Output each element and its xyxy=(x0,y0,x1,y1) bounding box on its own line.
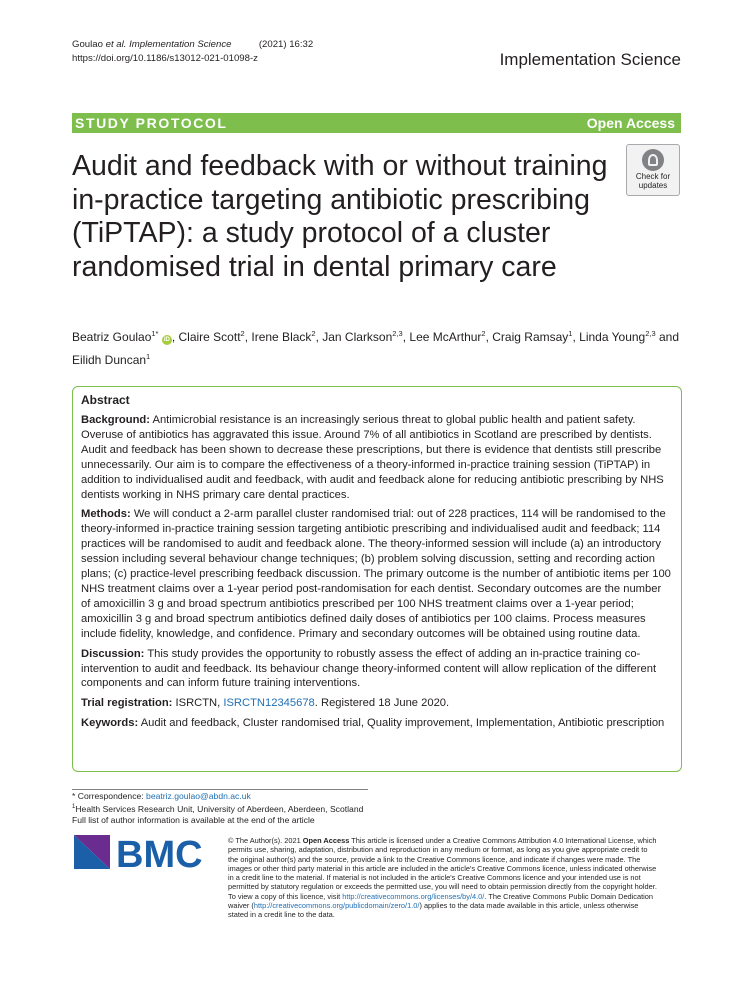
author-separator: , xyxy=(572,330,580,344)
trial-post: . Registered 18 June 2020. xyxy=(314,697,450,710)
author-name: Beatriz Goulao xyxy=(72,330,152,344)
check-for-updates-badge[interactable] xyxy=(626,144,680,196)
abstract-trial-registration xyxy=(81,696,673,711)
abstract-methods xyxy=(81,507,673,641)
license-link-cc0[interactable]: http://creativecommons.org/publicdomain/zero/1.0/ xyxy=(253,901,420,911)
author-name: Linda Young xyxy=(579,330,646,344)
author xyxy=(492,330,572,344)
abstract-keywords xyxy=(81,716,673,731)
author-affiliation: 2 xyxy=(481,329,486,338)
trial-pre: ISRCTN, xyxy=(172,697,224,710)
footnote-divider xyxy=(72,789,368,790)
license-copyright: © The Author(s). 2021 xyxy=(228,836,303,845)
abstract-discussion xyxy=(81,647,673,692)
article-title: Audit and feedback with or without training in-practice targeting antibiotic prescribing (TiPTAP): a study protocol of a cluster randomised trial in dental primary care xyxy=(72,150,608,283)
author-affiliation: 2 xyxy=(311,329,316,338)
open-access-label: Open Access xyxy=(586,115,675,131)
keywords-text: Audit and feedback, Cluster randomised trial, Quality improvement, Implementation, Antibiotic prescription xyxy=(138,717,665,730)
journal-name: Implementation Science xyxy=(499,50,681,69)
citation-line xyxy=(72,38,313,52)
author xyxy=(72,353,150,367)
citation-journal: Implementation Science xyxy=(126,39,232,50)
author-affiliation: 1 xyxy=(146,352,151,361)
abstract-box xyxy=(72,386,682,772)
discussion-label: Discussion: xyxy=(81,647,145,660)
correspondence-line xyxy=(72,791,363,802)
trial-registry-link[interactable]: ISRCTN12345678 xyxy=(223,697,315,710)
keywords-label: Keywords: xyxy=(81,717,139,730)
citation-year-volume: (2021) 16:32 xyxy=(258,39,314,50)
author xyxy=(179,330,245,344)
crossmark-icon xyxy=(642,149,664,171)
author-affiliation: 2,3 xyxy=(645,329,656,338)
bmc-logo xyxy=(72,831,220,873)
citation-block xyxy=(72,38,313,66)
license-text2: . The Creative Commons Public Domain Dedication waiver ( xyxy=(228,891,654,911)
license-text1: This article is licensed under a Creative Commons Attribution 4.0 International License, which permits use, sharing, adaptation, distribution and reproduction in any medium or format, as long as you give appropriate credit to the original author(s) and the source, provide a link to the Creative Commons licence, and indicate if changes were made. The images or other third party material in this article are included in the article's Creative Commons licence, unless indicated otherwise in a credit line to the material. If material is not included in the article's Creative Commons licence and your intended use is not permitted by statutory regulation or exceeds the permitted use, you will need to obtain permission directly from the copyright holder. To view a copy of this licence, visit xyxy=(228,836,657,901)
author-separator: , xyxy=(244,330,252,344)
affiliation-line xyxy=(72,802,363,815)
affiliation-text: Health Services Research Unit, University of Aberdeen, Aberdeen, Scotland xyxy=(75,803,364,814)
author-separator: , xyxy=(315,330,323,344)
abstract-background xyxy=(81,413,673,502)
orcid-icon[interactable]: iD xyxy=(163,337,170,343)
author-separator-and: and xyxy=(655,330,680,344)
updates-line1: Check for xyxy=(635,172,671,181)
license-text xyxy=(228,836,658,920)
updates-line2: updates xyxy=(638,180,668,190)
correspondence-email[interactable]: beatriz.goulao@abdn.ac.uk xyxy=(146,791,251,801)
author-name: Claire Scott xyxy=(178,330,241,344)
author xyxy=(579,330,656,344)
citation-etal: et al. xyxy=(105,39,127,50)
background-label: Background: xyxy=(81,414,150,426)
trial-label: Trial registration: xyxy=(81,697,173,710)
background-text: Antimicrobial resistance is an increasingly serious threat to global public health and patient safety. Overuse of antibiotics has aggravated this issue. Around 7% of all antibiotics in Scotland are prescribed by dentists. Audit and feedback has been shown to decrease these prescriptions, but there is evidence that dentists still prescribe unnecessarily. Our aim is to compare the effectiveness of a theory-informed in-practice training session (TiPTAP) in addition to individualised audit and feedback, with audit and feedback alone for reducing antibiotic prescribing by NHS dentists working in NHS primary care dental practices. xyxy=(81,414,664,501)
methods-text: We will conduct a 2-arm parallel cluster randomised trial: out of 228 practices, 114 will be randomised to the theory-informed in-practice training session targeting antibiotic prescribing and individualised audit and feedback; 114 practices will be randomised to audit and feedback alone. The theory-informed session will include (a) an introductory session including several behaviour change techniques; (b) problem solving discussion, setting and recording action plans; (c) practice-level prescribing feedback discussion. The primary outcome is the number of antibiotic items per 100 NHS treatment claims over a 1-year period post-randomisation for each dentist. Secondary outcomes are the number of amoxicillin 3 g and broad spectrum antibiotics prescribed per 100 NHS treatment claims over a 1-year period; amoxicillin 3 g and broad spectrum antibiotics defined daily doses of antibiotics per 100 claims. Process measures include fidelity, knowledge, and confidence. Primary and secondary outcomes will be obtained using routine data. xyxy=(81,508,671,640)
citation-authors: Goulao xyxy=(72,39,106,50)
abstract-heading: Abstract xyxy=(81,393,130,407)
author-name: Eilidh Duncan xyxy=(72,353,147,367)
license-open-access: Open Access xyxy=(302,836,350,845)
author-separator: , xyxy=(485,330,493,344)
license-text3: ) applies to the data made available in this article, unless otherwise stated in a credit line to the data. xyxy=(228,901,639,920)
author-name: Craig Ramsay xyxy=(492,330,569,344)
author-separator: , xyxy=(402,330,410,344)
author-affiliation: 1 xyxy=(568,329,573,338)
author-affiliation: 1* xyxy=(151,329,159,338)
author-name: Irene Black xyxy=(251,330,312,344)
author-name: Lee McArthur xyxy=(409,330,482,344)
author-name: Jan Clarkson xyxy=(322,330,393,344)
author-separator: , xyxy=(171,330,179,344)
doi-link[interactable]: https://doi.org/10.1186/s13012-021-01098-z xyxy=(72,53,258,64)
license-link-cc-by[interactable]: http://creativecommons.org/licenses/by/4.0/ xyxy=(342,891,485,901)
more-info-line: Full list of author information is available at the end of the article xyxy=(72,814,315,825)
correspondence-label: * Correspondence: xyxy=(72,791,147,801)
author xyxy=(409,330,485,344)
author-list xyxy=(72,324,682,370)
article-type-label: STUDY PROTOCOL xyxy=(75,115,228,131)
footnotes xyxy=(72,791,363,826)
discussion-text: This study provides the opportunity to robustly assess the effect of adding an in-practice training co-intervention to audit and feedback. Its behaviour change theory-informed content will allow replication of the different components and can inform future training interventions. xyxy=(81,647,657,690)
methods-label: Methods: xyxy=(81,508,131,521)
author-affiliation: 2 xyxy=(240,329,245,338)
author xyxy=(322,330,402,344)
author xyxy=(72,330,172,344)
author xyxy=(251,330,315,344)
article-type-banner xyxy=(72,113,681,133)
bmc-logo-text: BMC xyxy=(116,834,203,873)
affiliation-number: 1 xyxy=(72,804,76,810)
author-affiliation: 2,3 xyxy=(392,329,403,338)
